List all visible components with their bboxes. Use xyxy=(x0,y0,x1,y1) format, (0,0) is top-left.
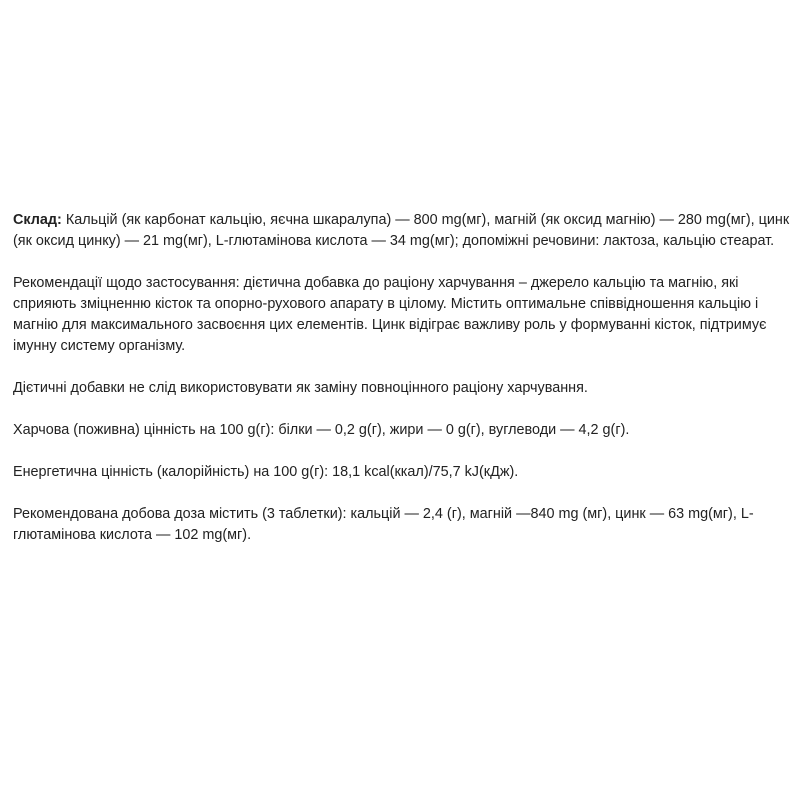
energy-paragraph: Енергетична цінність (калорійність) на 100 g(г): 18,1 kcal(ккал)/75,7 kJ(кДж). xyxy=(13,464,519,480)
composition-label: Склад: xyxy=(13,212,62,228)
daily-dose-paragraph: Рекомендована добова доза містить (3 таблетки): кальцій — 2,4 (г), магній —840 mg (мг), цинк — 63 mg(мг), L-глютамінова кислота — 102 mg(мг). xyxy=(13,506,754,543)
composition-text: Кальцій (як карбонат кальцію, яєчна шкаралупа) — 800 mg(мг), магній (як оксид магнію) — 280 mg(мг), цинк (як оксид цинку) — 21 mg(мг), L-глютамінова кислота — 34 mg(мг); допоміжні речовини: лактоза, кальцію стеарат. xyxy=(13,212,790,249)
recommendations-paragraph: Рекомендації щодо застосування: дієтична добавка до раціону харчування – джерело кальцію та магнію, які сприяють зміцненню кісток та опорно-рухового апарату в цілому. Містить оптимальне співвідношення кальцію і магнію для максимального засвоєння цих елементів. Цинк відіграє важливу роль у формуванні кісток, підтримує імунну систему організму. xyxy=(13,275,767,354)
product-description xyxy=(13,210,793,567)
warning-paragraph: Дієтичні добавки не слід використовувати як заміну повноцінного раціону харчування. xyxy=(13,380,588,396)
composition-paragraph xyxy=(13,210,793,252)
nutrition-paragraph: Харчова (поживна) цінність на 100 g(г): білки — 0,2 g(г), жири — 0 g(г), вуглеводи — 4,2 g(г). xyxy=(13,422,630,438)
